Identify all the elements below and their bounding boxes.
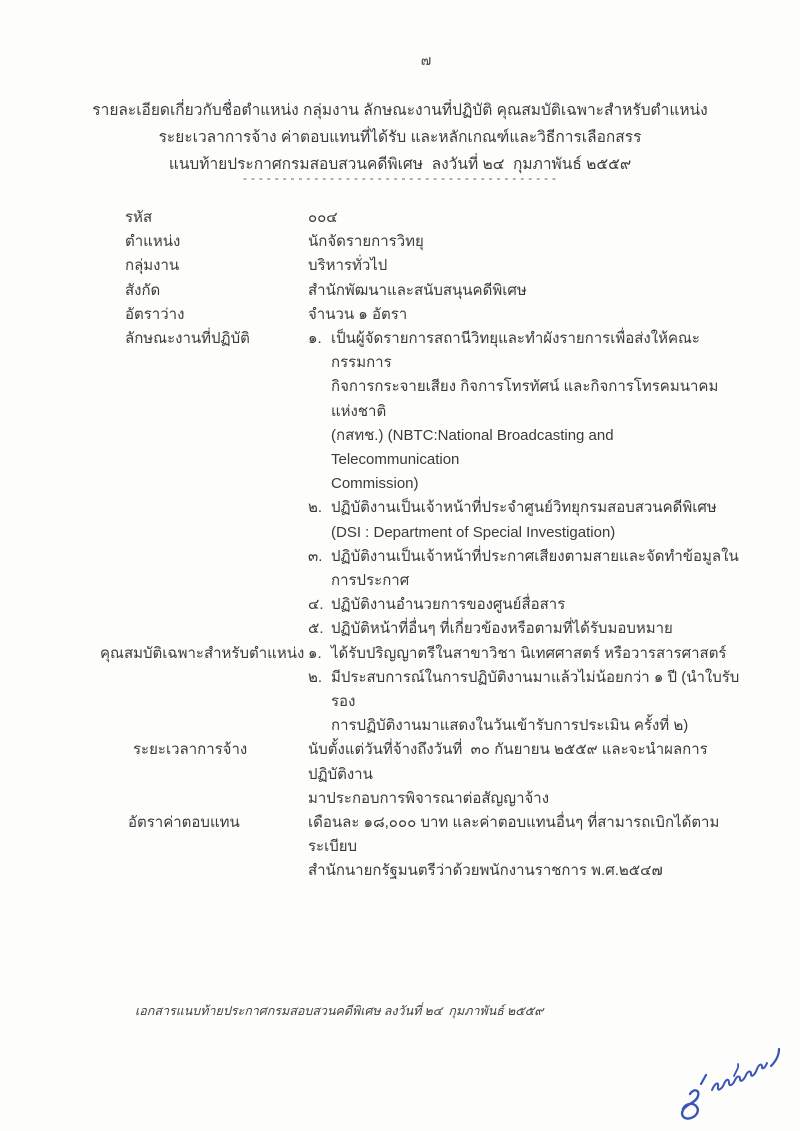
item-number: ๓. <box>308 547 323 565</box>
signature-stroke-loop <box>682 1090 698 1118</box>
duties-list <box>308 327 743 642</box>
qualification-item <box>308 666 743 739</box>
page-number: ๗ <box>420 52 432 68</box>
field-label: สังกัด <box>125 281 161 299</box>
qualifications-list <box>308 642 743 739</box>
field-label: รหัส <box>125 209 153 226</box>
item-number: ๒. <box>308 668 323 686</box>
field-row-code <box>125 206 743 230</box>
item-text: ปฏิบัติงานเป็นเจ้าหน้าที่ประกาศเสียงตามสายและจัดทำข้อมูลในการประกาศ <box>331 547 739 590</box>
title-line-1: รายละเอียดเกี่ยวกับชื่อตำแหน่ง กลุ่มงาน ลักษณะงานที่ปฏิบัติ คุณสมบัติเฉพาะสำหรับตำแหน่ง <box>92 102 708 119</box>
item-number: ๒. <box>308 499 323 517</box>
duty-item <box>308 545 743 593</box>
title-line-3: แนบท้ายประกาศกรมสอบสวนคดีพิเศษ ลงวันที่ ๒๔ กุมภาพันธ์ ๒๕๕๙ <box>168 156 632 173</box>
document-body <box>100 206 743 884</box>
field-label: กลุ่มงาน <box>125 257 180 275</box>
item-text: ปฏิบัติหน้าที่อื่นๆ ที่เกี่ยวข้องหรือตามที่ได้รับมอบหมาย <box>331 620 673 638</box>
field-label: อัตราว่าง <box>125 305 185 323</box>
section-duties <box>125 327 743 642</box>
employment-period-text: นับตั้งแต่วันที่จ้างถึงวันที่ ๓๐ กันยายน ๒๕๕๙ และจะนำผลการปฏิบัติงาน มาประกอบการพิจารณาต่อสัญญาจ้าง <box>308 741 708 807</box>
duty-item <box>308 617 743 641</box>
qualification-item <box>308 642 743 666</box>
section-label: ลักษณะงานที่ปฏิบัติ <box>125 330 250 348</box>
section-qualifications <box>100 642 743 739</box>
section-label: ระยะเวลาการจ้าง <box>133 741 248 759</box>
section-employment-period <box>125 738 743 811</box>
field-value: จำนวน ๑ อัตรา <box>308 305 408 323</box>
signature-stroke-accent <box>701 1075 706 1084</box>
field-row-affiliation <box>125 279 743 303</box>
footer-note: เอกสารแนบท้ายประกาศกรมสอบสวนคดีพิเศษ ลงวันที่ ๒๔ กุมภาพันธ์ ๒๕๕๙ <box>135 1004 544 1018</box>
field-label: ตำแหน่ง <box>125 233 181 251</box>
duty-item <box>308 593 743 617</box>
duty-item <box>308 496 743 544</box>
field-row-position <box>125 230 743 254</box>
dashed-divider: ---------------------------------------- <box>241 171 559 185</box>
handwritten-signature <box>660 1032 794 1130</box>
compensation-text: เดือนละ ๑๘,๐๐๐ บาท และค่าตอบแทนอื่นๆ ที่สามารถเบิกได้ตามระเบียบ สำนักนายกรัฐมนตรีว่าด้วยพนักงานราชการ พ.ศ.๒๕๔๗ <box>308 814 720 880</box>
item-text: ได้รับปริญญาตรีในสาขาวิชา นิเทศศาสตร์ หรือวารสารศาสตร์ <box>331 644 727 662</box>
section-label: อัตราค่าตอบแทน <box>128 814 240 832</box>
section-compensation <box>125 811 743 884</box>
item-number: ๔. <box>308 596 324 614</box>
field-row-group <box>125 254 743 278</box>
field-value: สำนักพัฒนาและสนับสนุนคดีพิเศษ <box>308 281 527 299</box>
item-number: ๕. <box>308 620 324 638</box>
item-text: เป็นผู้จัดรายการสถานีวิทยุและทำผังรายการเพื่อส่งให้คณะกรรมการ กิจการกระจายเสียง กิจการโทรทัศน์ และกิจการโทรคมนาคมแห่งชาติ (กสทช.) (NBTC:National Broadcasting and Telecommunication Commission) <box>331 330 719 493</box>
item-number: ๑. <box>308 330 322 348</box>
item-number: ๑. <box>308 644 322 662</box>
duty-item <box>308 327 743 496</box>
document-title <box>0 97 800 178</box>
signature-stroke-tail <box>771 1049 779 1066</box>
field-row-vacancy <box>125 303 743 327</box>
item-text: ปฏิบัติงานเป็นเจ้าหน้าที่ประจำศูนย์วิทยุกรมสอบสวนคดีพิเศษ (DSI : Department of Special Investigation) <box>331 499 717 541</box>
signature-stroke-flourish <box>712 1063 767 1090</box>
field-value: บริหารทั่วไป <box>308 257 388 275</box>
field-value: นักจัดรายการวิทยุ <box>308 233 424 251</box>
item-text: มีประสบการณ์ในการปฏิบัติงานมาแล้วไม่น้อยกว่า ๑ ปี (นำใบรับรอง การปฏิบัติงานมาแสดงในวันเข้ารับการประเมิน ครั้งที่ ๒) <box>331 668 740 735</box>
item-text: ปฏิบัติงานอำนวยการของศูนย์สื่อสาร <box>331 596 566 614</box>
field-value: ๐๐๔ <box>308 209 338 226</box>
signature-stroke-tick <box>734 1064 738 1076</box>
section-label: คุณสมบัติเฉพาะสำหรับตำแหน่ง <box>100 644 305 662</box>
title-line-2: ระยะเวลาการจ้าง ค่าตอบแทนที่ได้รับ และหลักเกณฑ์และวิธีการเลือกสรร <box>158 129 642 146</box>
